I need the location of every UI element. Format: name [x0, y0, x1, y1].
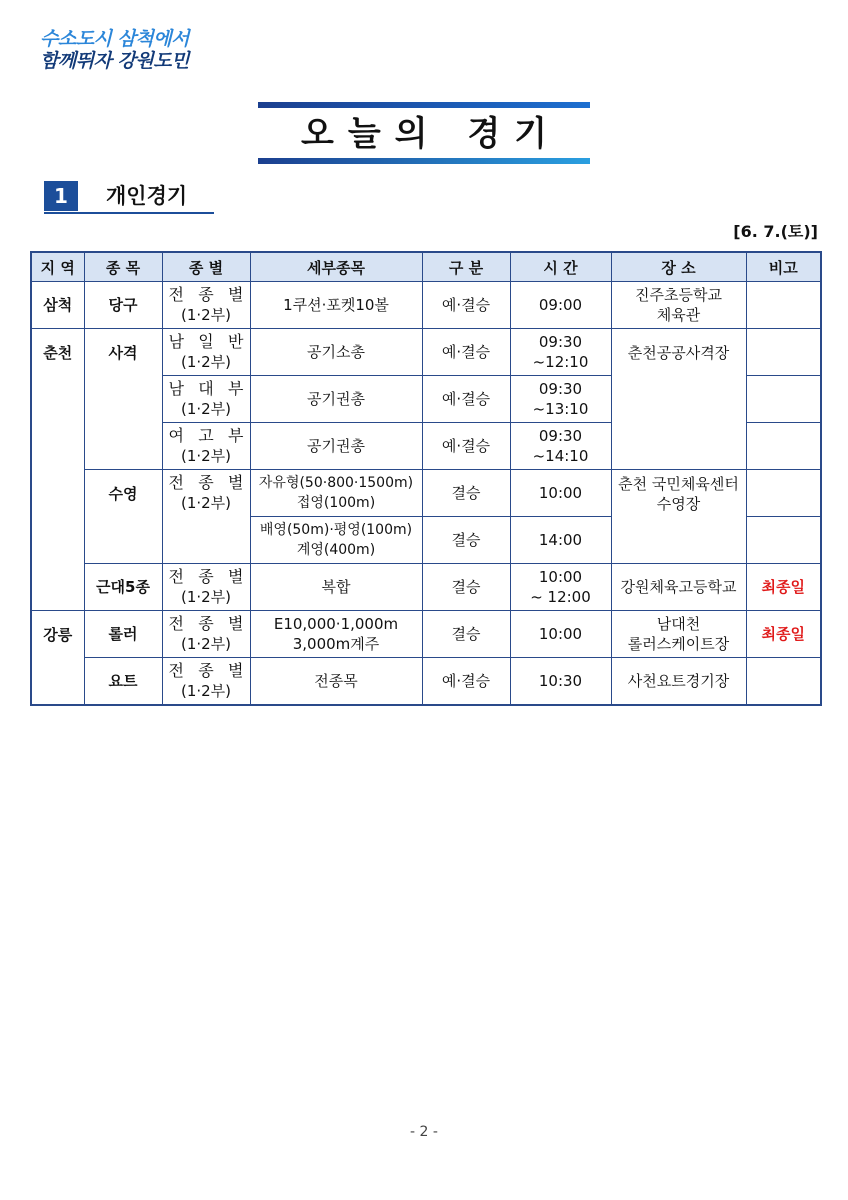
note-cell: [746, 658, 821, 705]
division-cell: [162, 282, 250, 329]
time-cell: [510, 376, 611, 423]
note-cell: [746, 282, 821, 329]
time-end: ~12:10: [532, 353, 589, 371]
division-sub: (1·2부): [180, 588, 232, 606]
note-cell: [746, 470, 821, 517]
time-start: 09:30: [538, 380, 583, 398]
time-cell: 14:00: [510, 517, 611, 564]
venue-cell: 강원체육고등학교: [611, 564, 746, 611]
note-cell: [746, 423, 821, 470]
note-cell: [746, 329, 821, 376]
type-cell: 예·결승: [422, 376, 510, 423]
note-cell: 최종일: [746, 564, 821, 611]
section-label: 개인경기: [106, 184, 188, 208]
col-header-detail: 세부종목: [250, 252, 422, 282]
type-cell: 결승: [422, 517, 510, 564]
type-cell: 결승: [422, 564, 510, 611]
division-sub: (1·2부): [180, 681, 232, 700]
detail-line-2: 계영(400m): [296, 542, 376, 558]
venue-cell: [611, 470, 746, 564]
time-cell: 10:00: [510, 611, 611, 658]
table-row: [31, 564, 821, 611]
type-cell: 결승: [422, 611, 510, 658]
division-sub: (1·2부): [180, 635, 232, 653]
time-end: ~13:10: [532, 400, 589, 418]
venue-cell: [611, 611, 746, 658]
note-cell: [746, 517, 821, 564]
note-cell: 최종일: [746, 611, 821, 658]
time-start: 09:30: [538, 333, 583, 351]
section-heading: [44, 181, 214, 213]
detail-cell: 복합: [250, 564, 422, 611]
note-cell: [746, 376, 821, 423]
detail-cell: 전종목: [250, 658, 422, 705]
page-number: - 2 -: [410, 1124, 438, 1140]
division-label: 전 종 별: [168, 660, 244, 680]
col-header-region: 지 역: [31, 252, 84, 282]
time-cell: 10:30: [510, 658, 611, 705]
table-header-row: [31, 252, 821, 282]
detail-cell: 공기권총: [250, 376, 422, 423]
venue-line-1: 춘천 국민체육센터: [618, 475, 739, 493]
division-label: 남 대 부: [168, 379, 244, 398]
sport-cell: 근대5종: [84, 564, 162, 611]
type-cell: 예·결승: [422, 329, 510, 376]
sport-cell: 롤러: [84, 611, 162, 658]
table-row: [31, 470, 821, 517]
division-cell: [162, 564, 250, 611]
section-underline: [44, 212, 214, 214]
division-cell: [162, 376, 250, 423]
type-cell: 결승: [422, 470, 510, 517]
time-end: ~ 12:00: [530, 588, 591, 606]
division-label: 남 일 반: [168, 332, 244, 351]
logo-line-2: 함께뛰자 강원도민: [40, 50, 189, 72]
page-title: 오늘의 경기: [300, 114, 562, 154]
table-row: [31, 611, 821, 658]
time-cell: [510, 423, 611, 470]
division-sub: (1·2부): [180, 400, 232, 418]
detail-cell: [250, 517, 422, 564]
venue-line-2: 수영장: [656, 495, 701, 513]
division-label: 여 고 부: [168, 426, 244, 445]
table-row: [31, 658, 821, 705]
division-label: 전 종 별: [168, 285, 244, 304]
division-cell: [162, 658, 250, 705]
detail-cell: 1쿠션·포켓10볼: [250, 282, 422, 329]
venue-cell: 춘천공공사격장: [611, 329, 746, 470]
type-cell: 예·결승: [422, 282, 510, 329]
col-header-type: 구 분: [422, 252, 510, 282]
detail-line-1: 배영(50m)·평영(100m): [259, 522, 413, 538]
division-cell: [162, 423, 250, 470]
region-cell: 춘천: [31, 329, 84, 611]
sport-cell: 당구: [84, 282, 162, 329]
detail-cell: [250, 611, 422, 658]
division-cell: [162, 470, 250, 564]
division-sub: (1·2부): [180, 306, 232, 324]
col-header-sport: 종 목: [84, 252, 162, 282]
sport-cell: 사격: [84, 329, 162, 470]
section-number: 1: [44, 181, 78, 211]
division-label: 전 종 별: [168, 614, 244, 633]
division-cell: [162, 611, 250, 658]
detail-cell: 공기소총: [250, 329, 422, 376]
col-header-note: 비고: [746, 252, 821, 282]
division-label: 전 종 별: [168, 567, 244, 586]
schedule-table: [30, 251, 822, 706]
time-cell: 09:00: [510, 282, 611, 329]
division-sub: (1·2부): [180, 353, 232, 371]
venue-line-1: 진주초등학교: [635, 286, 722, 304]
logo: [40, 28, 189, 72]
venue-line-2: 롤러스케이트장: [627, 635, 730, 653]
type-cell: 예·결승: [422, 423, 510, 470]
venue-line-1: 남대천: [656, 615, 701, 633]
page-title-box: [258, 102, 590, 164]
time-cell: 10:00: [510, 470, 611, 517]
region-cell: 강릉: [31, 611, 84, 705]
detail-line-1: 자유형(50·800·1500m): [258, 475, 414, 491]
title-bar-top: [258, 102, 590, 108]
detail-cell: 공기권총: [250, 423, 422, 470]
time-cell: [510, 329, 611, 376]
table-row: [31, 282, 821, 329]
venue-cell: [611, 282, 746, 329]
venue-line-2: 체육관: [656, 306, 701, 324]
date-label: [6. 7.(토)]: [733, 222, 818, 241]
logo-line-1: 수소도시 삼척에서: [40, 28, 189, 50]
col-header-time: 시 간: [510, 252, 611, 282]
region-cell: 삼척: [31, 282, 84, 329]
title-bar-bottom: [258, 158, 590, 164]
sport-cell: 수영: [84, 470, 162, 564]
table-row: [31, 329, 821, 376]
detail-line-1: E10,000·1,000m: [273, 615, 399, 633]
time-end: ~14:10: [532, 447, 589, 465]
detail-cell: [250, 470, 422, 517]
division-sub: (1·2부): [180, 494, 232, 512]
sport-cell: 요트: [84, 658, 162, 705]
detail-line-2: 접영(100m): [296, 495, 376, 511]
col-header-venue: 장 소: [611, 252, 746, 282]
venue-cell: 사천요트경기장: [611, 658, 746, 705]
time-start: 10:00: [538, 568, 583, 586]
time-cell: [510, 564, 611, 611]
division-cell: [162, 329, 250, 376]
type-cell: 예·결승: [422, 658, 510, 705]
detail-line-2: 3,000m계주: [292, 635, 380, 653]
time-start: 09:30: [538, 427, 583, 445]
col-header-division: 종 별: [162, 252, 250, 282]
division-sub: (1·2부): [180, 447, 232, 465]
division-label: 전 종 별: [168, 473, 244, 492]
